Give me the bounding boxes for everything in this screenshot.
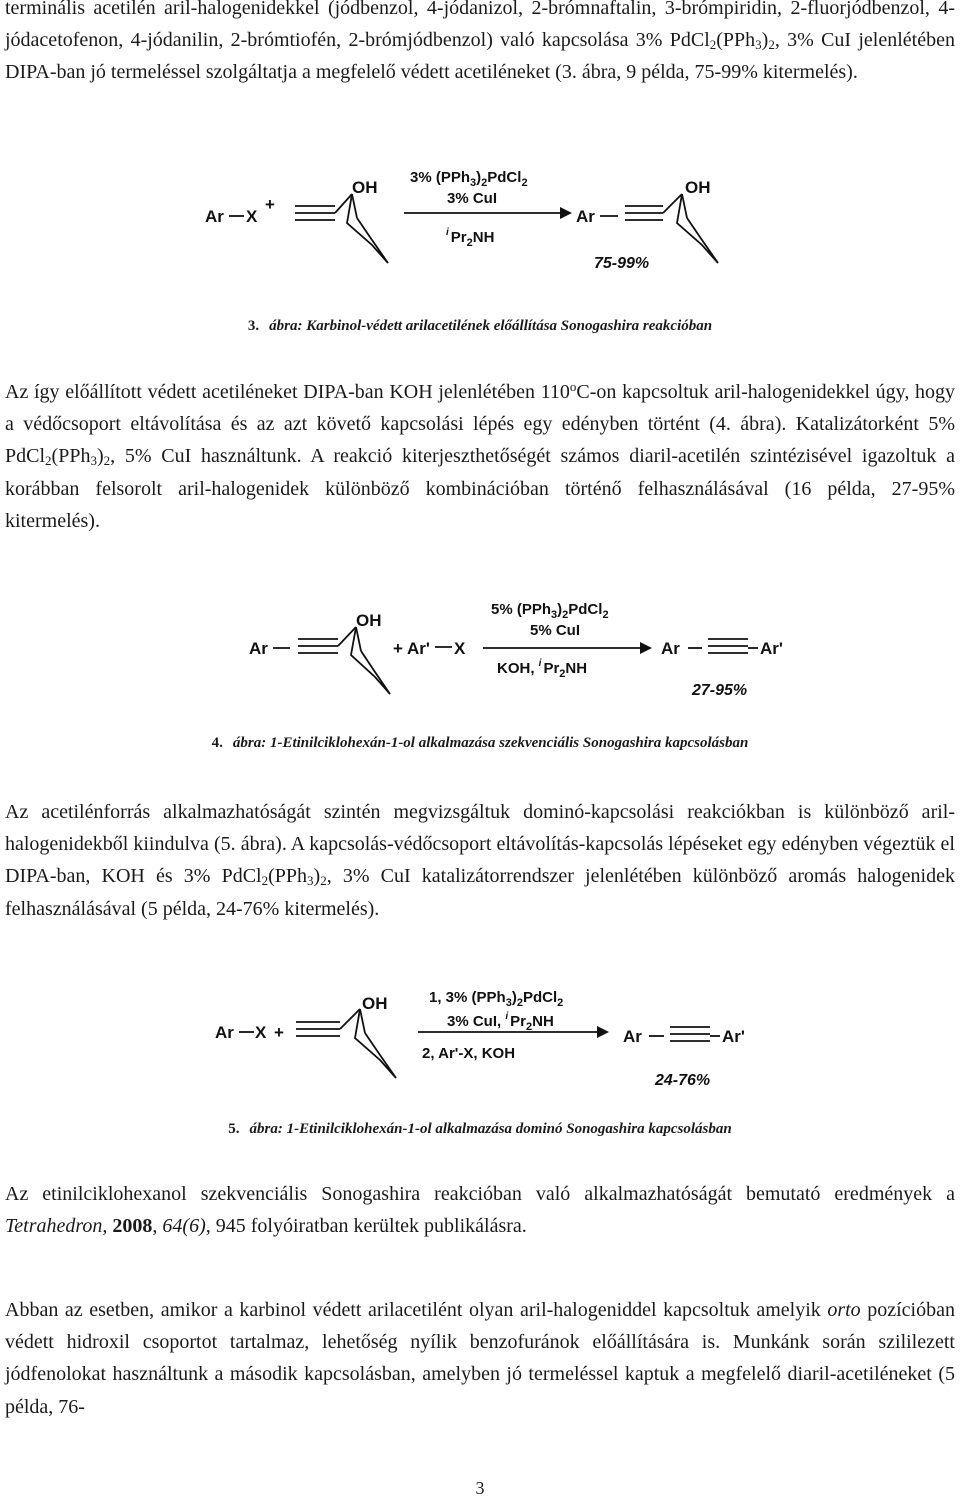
yield-label: 27-95% [692,682,748,699]
condition-step-2: 2, Ar'-X, KOH [422,1045,516,1062]
condition-step-1: 1, 3% $(PPh_3)_2PdCl_2$ [429,989,564,1009]
paragraph-4: Az etinilciklohexanol szekvenciális Sonogashira reakcióban való alkalmazhatóságát bemutató eredmények a Tetrahedron, 2008, 64(6), 945 folyóiratban kerültek publikálásra. [5,1183,955,1238]
publication-year: 2008 [112,1215,153,1238]
condition-base-amine: KOH, $^i$ $Pr_2NH$ [497,658,588,680]
product-ar: Ar [661,639,680,658]
condition-cui: 5% CuI [530,622,581,639]
label-oh: OH [356,611,382,630]
condition-cui-amine: 3% CuI, $^i$ $Pr_2NH$ [447,1011,554,1033]
condition-amine: $^i$ $Pr_2NH$ [446,227,495,249]
figure-4-caption: 4. ábra: 1-Etinilciklohexán-1-ol alkalmazása szekvenciális Sonogashira kapcsolásban [211,735,749,751]
yield-label: 24-76% [655,1072,711,1089]
figure-5-caption: 5. ábra: 1-Etinilciklohexán-1-ol alkalmazása dominó Sonogashira kapcsolásban [228,1121,732,1137]
reaction-scheme-4 [0,595,960,705]
condition-catalyst: 5% $(PPh_3)_2PdCl_2$ [491,601,609,621]
product-ar: Ar [623,1027,642,1046]
label-oh: OH [352,178,378,197]
label-plus: + [265,195,275,214]
yield-label: 75-99% [594,255,650,272]
text-run: terminális acetilén aril-halogenidekkel (jódbenzol, 4-jódanizol, 2-brómnaftalin, 3-brómpiridin, 2-fluorjódbenzol, 4-jódacetofenon, 4-jódanilin, 2-brómtiofén, 2-brómjódbenzol) való kapcsolása 3% PdCl [5,0,955,52]
label-x: X [454,639,466,658]
text-run: ) [761,29,769,52]
paragraph-2: Az így előállított védett acetiléneket DIPA-ban KOH jelenlétében 110$^o$C-on kapcsoltuk aril-halogenidekkel úgy, hogy a védőcsoport eltávolítása és az azt követő kapcsolási lépés egy edényben történt (4. ábra). Katalizátorként 5% $PdCl_2(PPh_3)_2$, 5% CuI használtunk. A reakció kiterjeszthetőségét számos diaril-acetilén szintézisével igazoltuk a korábban felsorolt aril-halogenidek különböző kombinációban történő felhasználásával (16 példa, 27-95% kitermelés). [5,379,955,532]
label-plus: + [274,1023,284,1042]
product-oh: OH [685,178,711,197]
paragraph-5: Abban az esetben, amikor a karbinol védett arilacetilént olyan aril-halogeniddel kapcsoltuk amelyik orto pozícióban védett hidroxil csoportot tartalmaz, lehetőség nyílik benzofuránok előállítására is. Munkánk során szililezett jódfenolokat használtunk a második kapcsolásban, amelyben jó termeléssel kaptuk a megfelelő diaril-acetiléneket (5 példa, 76- [5,1299,955,1418]
condition-cui: 3% CuI [447,190,498,207]
subscript: 3 [755,37,762,53]
cyclohexane-ring [351,627,390,694]
label-plus-ar-prime: + Ar' [393,639,430,658]
subscript: 2 [768,37,775,53]
journal-name: Tetrahedron [5,1215,103,1238]
product-ar-prime: Ar' [722,1027,745,1046]
cyclohexane-ring [347,194,388,263]
paragraph-3: Az acetilénforrás alkalmazhatóságát szintén megvizsgáltuk dominó-kapcsolási reakciókban is különböző aril-halogenidekből kiindulva (5. ábra). A kapcsolás-védőcsoport eltávolítás-kapcsolás lépéseket egy edényben végeztük el DIPA-ban, KOH és 3% $PdCl_2(PPh_3)_2$, 3% CuI katalizátorrendszer jelenlétében különböző aromás halogenidek felhasználásával (5 példa, 24-76% kitermelés). [5,801,955,920]
product-ar: Ar [576,207,595,226]
reaction-scheme-3 [0,160,960,280]
text-run: , 3% CuI jelenlétében DIPA-ban jó termeléssel szolgáltatja a megfelelő védett acetiléneket (3. ábra, 9 példa, 75-99% kitermelés). [5,29,955,84]
reaction-scheme-5 [0,982,960,1092]
paragraph-1 [5,0,955,89]
figure-3-caption: 3. ábra: Karbinol-védett arilacetilének előállítása Sonogashira reakcióban [247,318,713,334]
label-x: X [255,1023,267,1042]
label-ar: Ar [205,207,224,226]
label-oh: OH [362,994,388,1013]
condition-catalyst: 3% $(PPh_3)_2PdCl_2$ [410,169,528,189]
page-number: 3 [475,1478,485,1498]
product-ar-prime: Ar' [760,639,783,658]
label-ar: Ar [215,1023,234,1042]
text-run: (PPh [716,29,756,52]
subscript: 2 [709,37,717,53]
label-x: X [246,207,258,226]
cyclohexane-ring [355,1009,396,1078]
label-ar: Ar [249,639,268,658]
journal-volume: 64(6) [162,1215,206,1238]
arrow-head [560,207,572,219]
